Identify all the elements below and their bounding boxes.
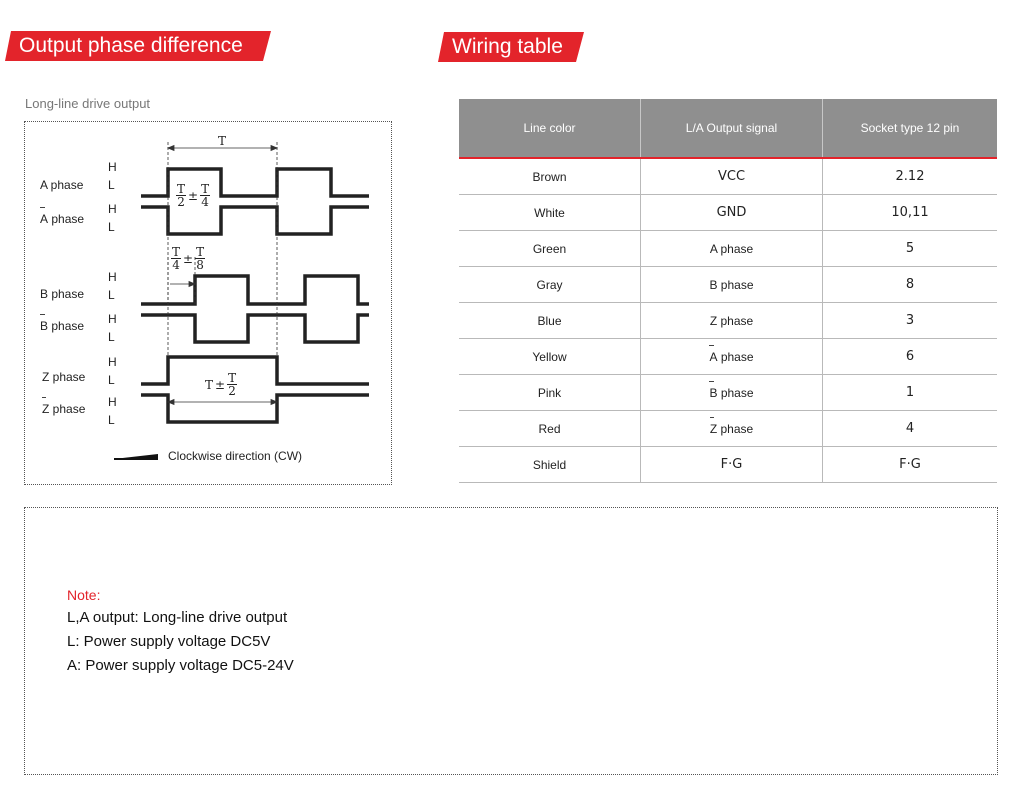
phase-shift-formula: T 4 ± $\frac{T}{8}$: [172, 245, 205, 272]
line-color-cell: White: [459, 195, 641, 231]
table-row: [459, 447, 997, 483]
direction-arrow-icon: [114, 451, 158, 461]
waveform-diagram: [24, 121, 392, 485]
period-label: T: [218, 134, 227, 148]
column-header-line-color: Line color: [459, 99, 641, 158]
signal-cell: Z phase: [641, 411, 823, 447]
line-color-cell: Yellow: [459, 339, 641, 375]
note-line: L,A output: Long-line drive output: [67, 609, 288, 626]
column-header-socket-pin: Socket type 12 pin: [823, 99, 998, 158]
pin-cell: 5: [823, 231, 998, 267]
wiring-title: Wiring table: [452, 35, 563, 58]
pin-cell: 1: [823, 375, 998, 411]
table-row: [459, 195, 997, 231]
l-level-label: L: [108, 373, 115, 387]
line-color-cell: Brown: [459, 158, 641, 195]
column-header-output-signal: L/A Output signal: [641, 99, 823, 158]
output-phase-header: [5, 31, 271, 61]
signal-cell: GND: [641, 195, 823, 231]
pin-cell: 8: [823, 267, 998, 303]
l-level-label: L: [108, 288, 115, 302]
signal-cell: B phase: [641, 267, 823, 303]
table-row: [459, 231, 997, 267]
line-color-cell: Shield: [459, 447, 641, 483]
line-color-cell: Green: [459, 231, 641, 267]
b-phase-wave: [141, 276, 369, 304]
line-color-cell: Pink: [459, 375, 641, 411]
signal-cell: VCC: [641, 158, 823, 195]
h-level-label: H: [108, 270, 117, 284]
signal-cell: A phase: [641, 231, 823, 267]
pin-cell: 10,11: [823, 195, 998, 231]
h-level-label: H: [108, 312, 117, 326]
z-phase-width-formula: T ± $\frac{T}{2}$: [205, 371, 237, 398]
table-row: [459, 158, 997, 195]
z-phase-bar-label: Z phase: [42, 402, 86, 416]
h-level-label: H: [108, 202, 117, 216]
a-phase-bar-label: A phase: [40, 212, 85, 226]
l-level-label: L: [108, 330, 115, 344]
line-color-cell: Red: [459, 411, 641, 447]
pin-cell: F·G: [823, 447, 998, 483]
signal-cell: Z phase: [641, 303, 823, 339]
z-phase-bar-wave: [141, 395, 369, 422]
waveform-svg: [25, 122, 391, 484]
pin-cell: 6: [823, 339, 998, 375]
b-phase-bar-label: B phase: [40, 319, 85, 333]
z-phase-label: Z phase: [42, 370, 86, 384]
b-phase-bar-wave: [141, 315, 369, 342]
table-row: [459, 267, 997, 303]
output-phase-title: Output phase difference: [19, 34, 243, 57]
note-title: Note:: [67, 587, 101, 603]
pin-cell: 4: [823, 411, 998, 447]
diagram-subtitle: Long-line drive output: [25, 96, 151, 111]
wiring-header: [438, 32, 584, 62]
arrow-head: [168, 146, 174, 151]
h-level-label: H: [108, 160, 117, 174]
table-row: [459, 303, 997, 339]
arrow-head: [271, 146, 277, 151]
direction-label: Clockwise direction (CW): [168, 449, 303, 463]
signal-cell: A phase: [641, 339, 823, 375]
pin-cell: 2.12: [823, 158, 998, 195]
l-level-label: L: [108, 220, 115, 234]
line-color-cell: Gray: [459, 267, 641, 303]
h-level-label: H: [108, 395, 117, 409]
a-phase-label: A phase: [40, 178, 84, 192]
a-phase-bar-wave: [141, 207, 369, 234]
b-phase-label: B phase: [40, 287, 85, 301]
a-phase-width-formula: T 2 ± $\frac{T}{4}$: [177, 182, 210, 209]
line-color-cell: Blue: [459, 303, 641, 339]
h-level-label: H: [108, 355, 117, 369]
note-line: L: Power supply voltage DC5V: [67, 633, 271, 650]
l-level-label: L: [108, 413, 115, 427]
table-row: [459, 375, 997, 411]
table-row: [459, 339, 997, 375]
wiring-table: [459, 99, 997, 483]
pin-cell: 3: [823, 303, 998, 339]
signal-cell: B phase: [641, 375, 823, 411]
table-row: [459, 411, 997, 447]
note-line: A: Power supply voltage DC5-24V: [67, 657, 294, 674]
signal-cell: F·G: [641, 447, 823, 483]
table-header-row: [459, 99, 997, 158]
z-phase-wave: [141, 357, 369, 384]
note-box: [24, 507, 998, 775]
direction-legend: [114, 449, 302, 463]
l-level-label: L: [108, 178, 115, 192]
